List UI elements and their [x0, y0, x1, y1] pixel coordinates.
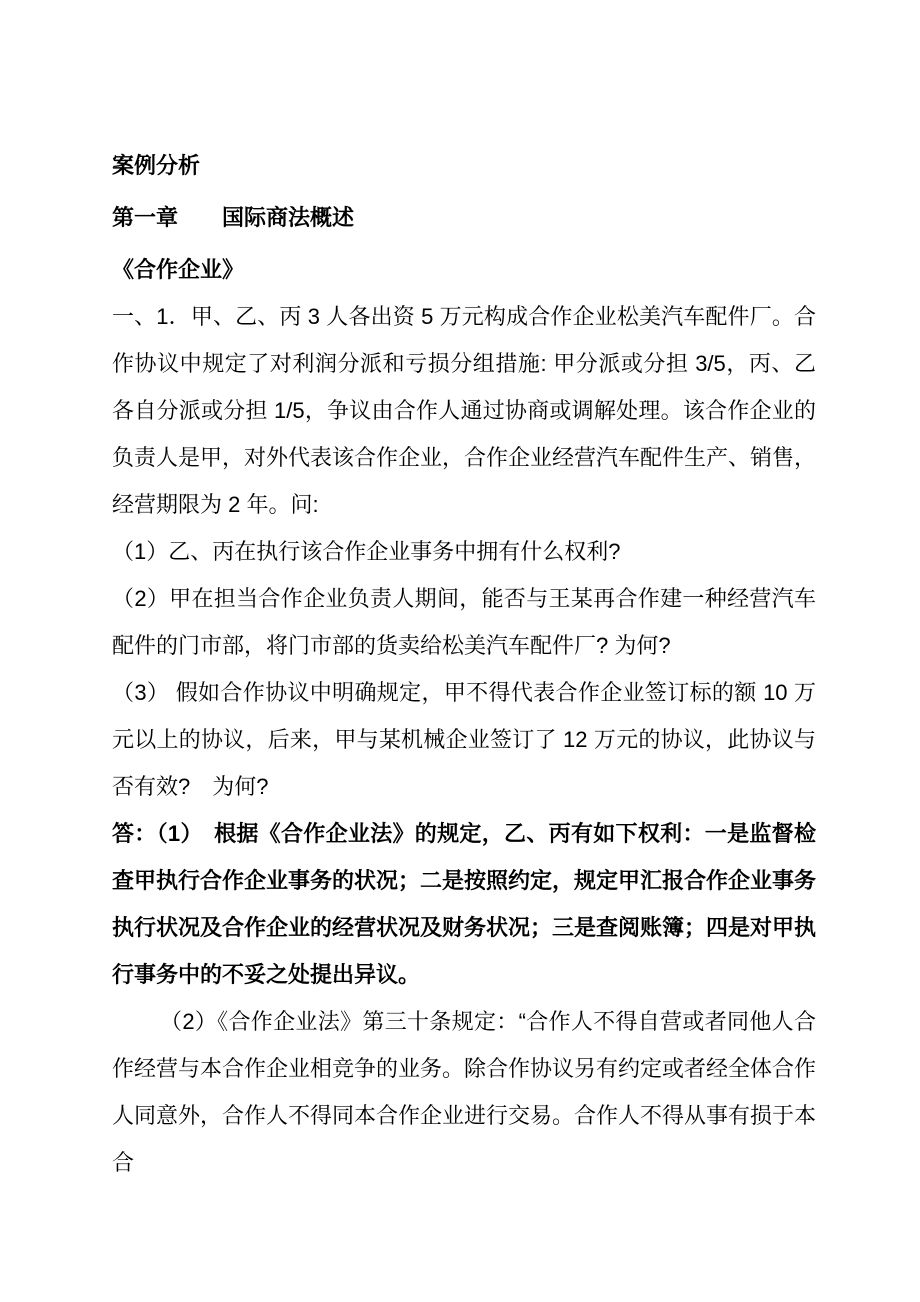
question-2: （2）甲在担当合作企业负责人期间，能否与王某再合作建一种经营汽车配件的门市部，将门市部的货卖给松美汽车配件厂? 为何?: [112, 586, 816, 658]
section-heading: 《合作企业》: [112, 257, 245, 282]
answer-1-paragraph: 答：（1） 根据《合作企业法》的规定，乙、丙有如下权利：一是监督检查甲执行合作企业事务的状况；二是按照约定，规定甲汇报合作企业事务执行状况及合作企业的经营状况及财务状况；三是查阅账簿；四是对甲执行事务中的不妥之处提出异议。: [112, 821, 817, 987]
chapter-heading: 第一章 国际商法概述: [112, 205, 355, 230]
question-1: （1）乙、丙在执行该合作企业事务中拥有什么权利?: [112, 539, 621, 564]
doc-title: 案例分析: [112, 153, 201, 178]
case-intro-paragraph: 一、1．甲、乙、丙 3 人各出资 5 万元构成合作企业松美汽车配件厂。合作协议中规定了对利润分派和亏损分组措施: 甲分派或分担 3/5，丙、乙各自分派或分担 1/5，争议由合作人通过协商或调解处理。该合作企业的负责人是甲，对外代表该合作企业，合作企业经营汽车配件生产、销售，经营期限为 2 年。问:: [112, 304, 817, 517]
answer-2-paragraph: （2）《合作企业法》第三十条规定：“合作人不得自营或者同他人合作经营与本合作企业相竞争的业务。除合作协议另有约定或者经全体合作人同意外，合作人不得同本合作企业进行交易。合作人不得从事有损于本合: [112, 1009, 817, 1175]
question-3: （3） 假如合作协议中明确规定，甲不得代表合作企业签订标的额 10 万元以上的协议，后来，甲与某机械企业签订了 12 万元的协议，此协议与否有效? 为何?: [112, 680, 816, 799]
